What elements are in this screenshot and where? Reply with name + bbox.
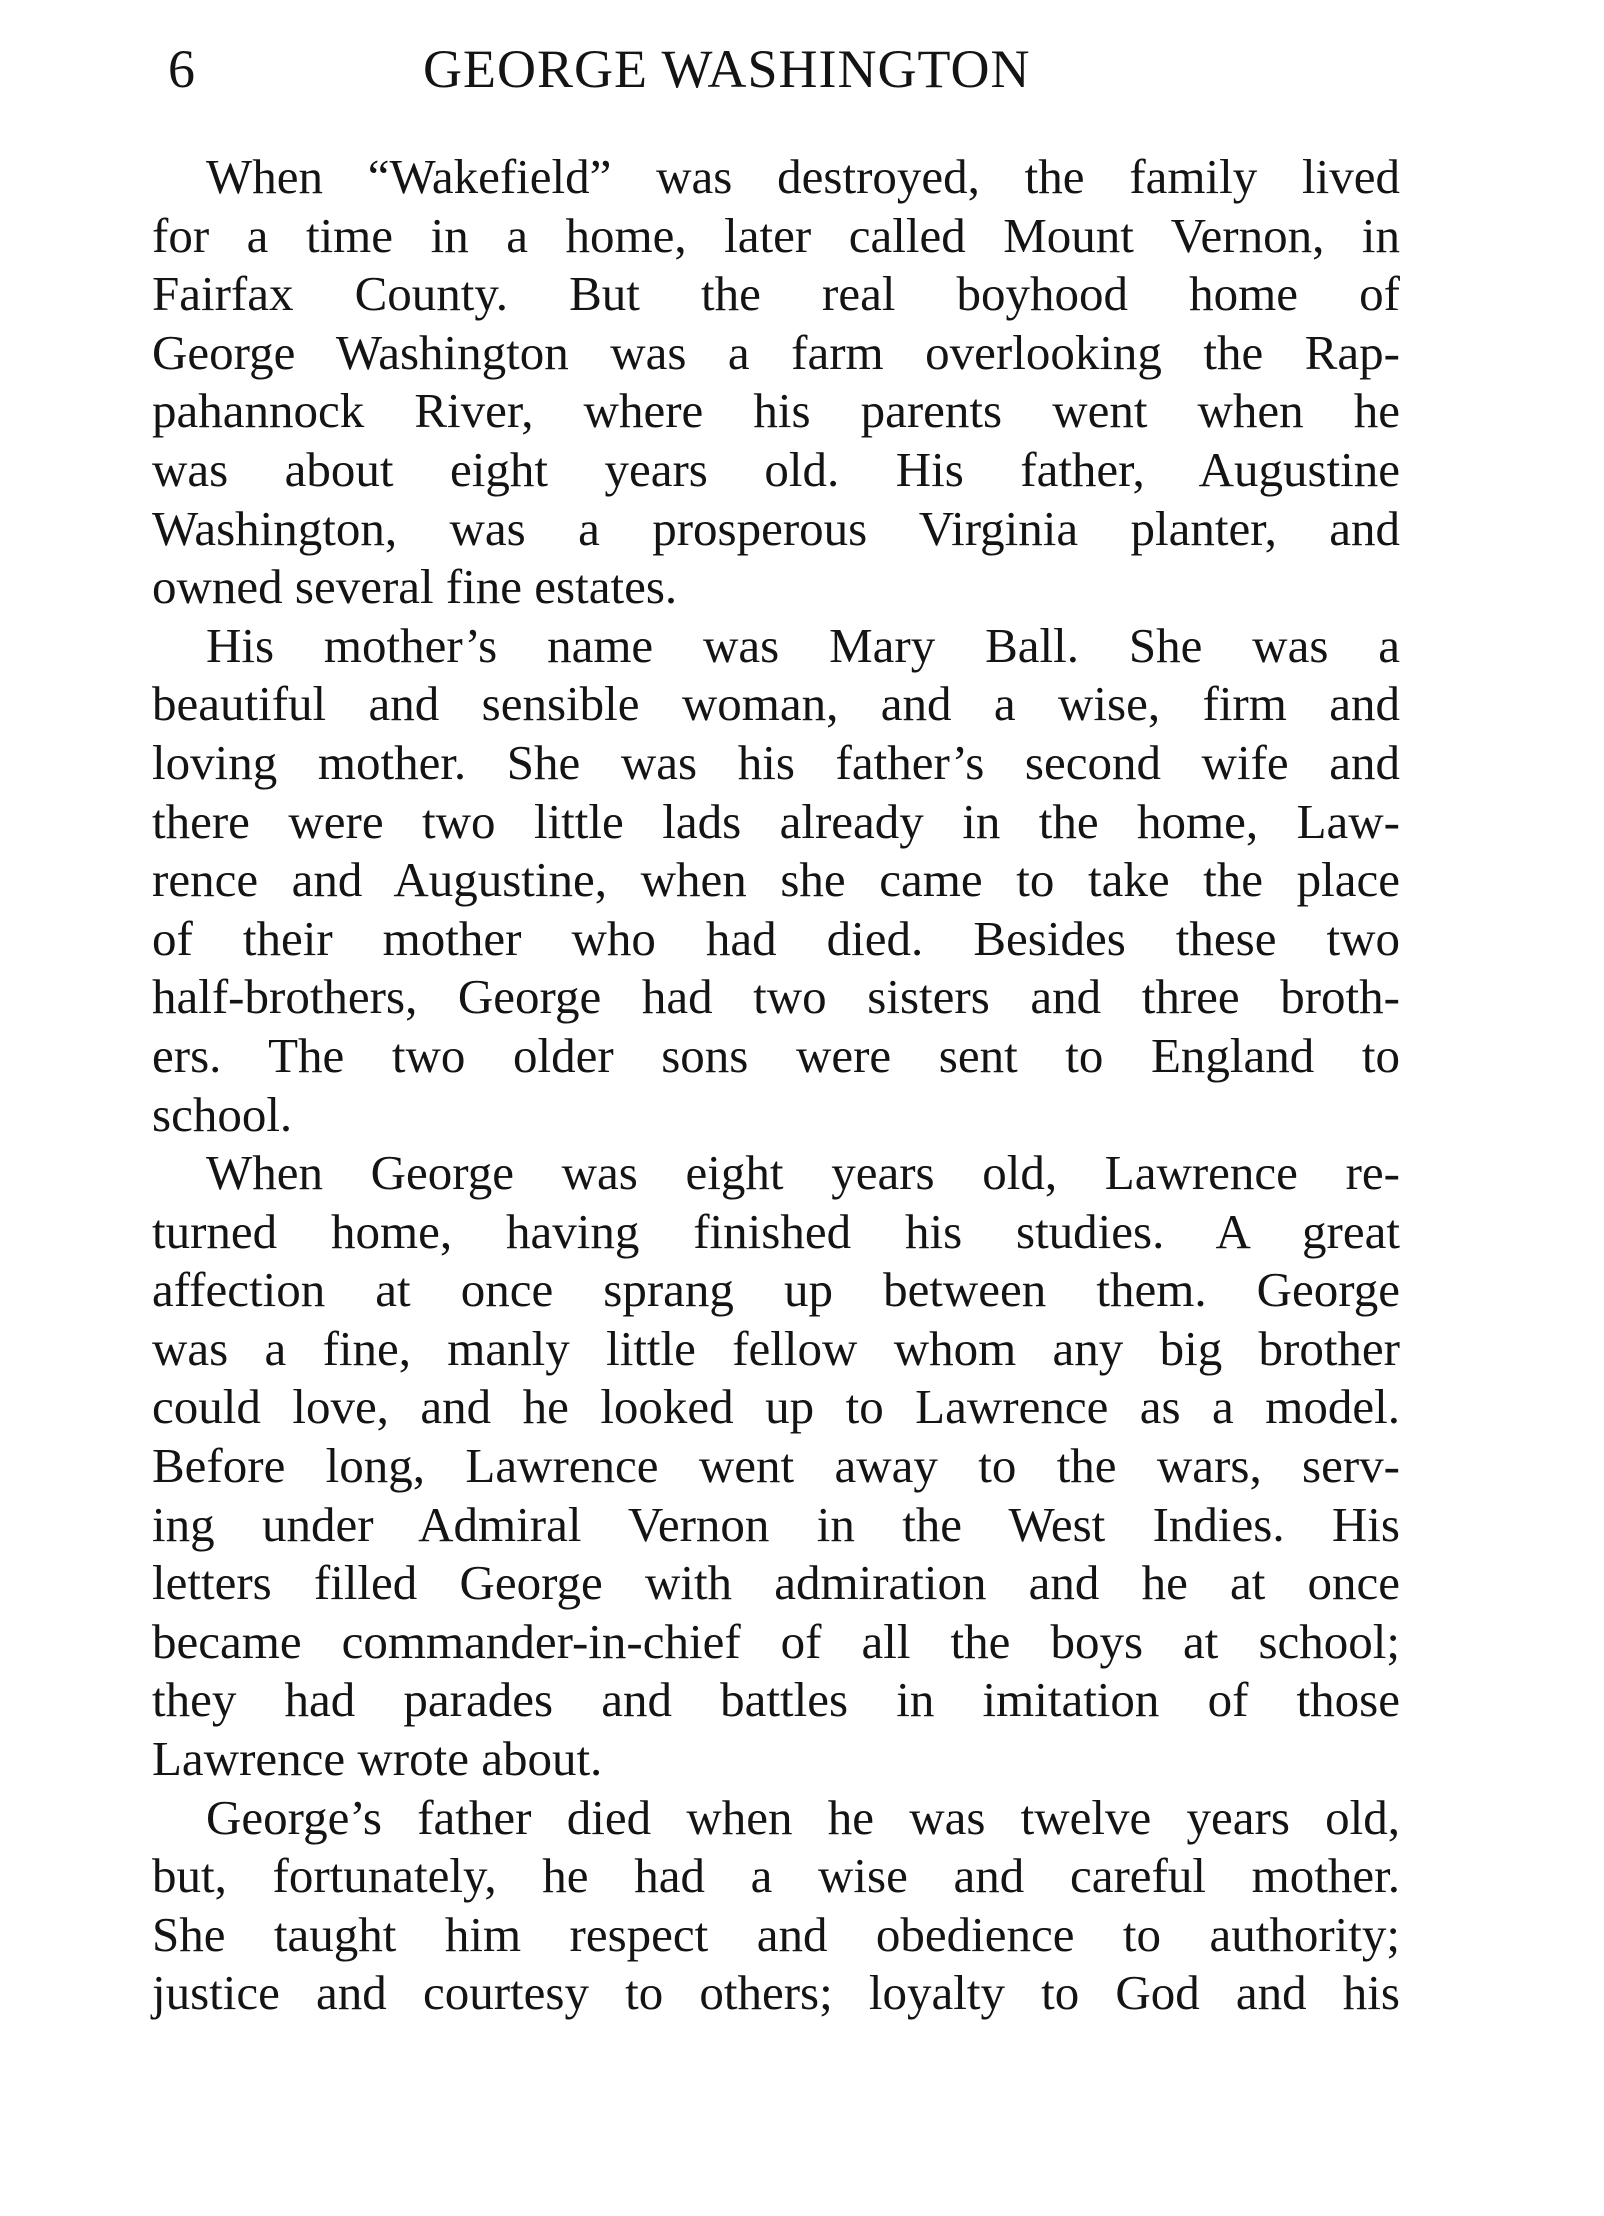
body-text: [152, 148, 1400, 2023]
text-line: rence and Augustine, when she came to take the place: [152, 852, 1400, 908]
text-line: She taught him respect and obedience to authority;: [152, 1906, 1400, 1962]
page-header: [168, 34, 1418, 104]
text-line: Washington, was a prosperous Virginia planter, and: [152, 500, 1400, 556]
text-line: ers. The two older sons were sent to England to: [152, 1027, 1400, 1083]
text-line: there were two little lads already in the home, Law-: [152, 793, 1400, 849]
text-line: Lawrence wrote about.: [152, 1731, 603, 1787]
paragraph: [152, 1789, 1400, 2023]
text-line: of their mother who had died. Besides these two: [152, 910, 1400, 966]
text-line: pahannock River, where his parents went when he: [152, 383, 1400, 439]
text-line: affection at once sprang up between them. George: [152, 1262, 1400, 1318]
text-line: When “Wakefield” was destroyed, the family lived: [206, 149, 1400, 204]
page-number: 6: [168, 39, 196, 99]
running-head: GEORGE WASHINGTON: [423, 39, 1031, 99]
text-line: letters filled George with admiration and he at once: [152, 1555, 1400, 1611]
paragraph: [152, 1144, 1400, 1789]
text-line: Fairfax County. But the real boyhood home of: [152, 266, 1400, 322]
paragraph: [152, 617, 1400, 1144]
paragraph: [152, 148, 1400, 617]
text-line: half-brothers, George had two sisters and three broth-: [152, 969, 1400, 1025]
text-line: they had parades and battles in imitation of those: [152, 1672, 1400, 1728]
text-line: was a fine, manly little fellow whom any big brother: [152, 1320, 1400, 1376]
text-line: was about eight years old. His father, Augustine: [152, 441, 1400, 497]
text-line: George Washington was a farm overlooking the Rap-: [152, 324, 1400, 380]
text-line: His mother’s name was Mary Ball. She was a: [206, 617, 1400, 673]
text-line: loving mother. She was his father’s second wife and: [152, 734, 1400, 790]
text-line: When George was eight years old, Lawrence re-: [206, 1145, 1400, 1201]
text-line: Before long, Lawrence went away to the wars, serv-: [152, 1438, 1400, 1494]
text-line: for a time in a home, later called Mount Vernon, in: [152, 207, 1400, 263]
text-line: beautiful and sensible woman, and a wise, firm and: [152, 676, 1400, 732]
text-line: turned home, having finished his studies. A great: [152, 1203, 1400, 1259]
text-line: owned several fine estates.: [152, 559, 678, 615]
text-line: ing under Admiral Vernon in the West Indies. His: [152, 1496, 1400, 1552]
text-line: could love, and he looked up to Lawrence as a model.: [152, 1379, 1400, 1435]
text-line: school.: [152, 1086, 293, 1142]
text-line: but, fortunately, he had a wise and careful mother.: [152, 1848, 1400, 1904]
text-line: George’s father died when he was twelve years old,: [206, 1789, 1400, 1845]
text-line: justice and courtesy to others; loyalty to God and his: [152, 1965, 1400, 2021]
text-line: became commander-in-chief of all the boys at school;: [152, 1613, 1400, 1669]
